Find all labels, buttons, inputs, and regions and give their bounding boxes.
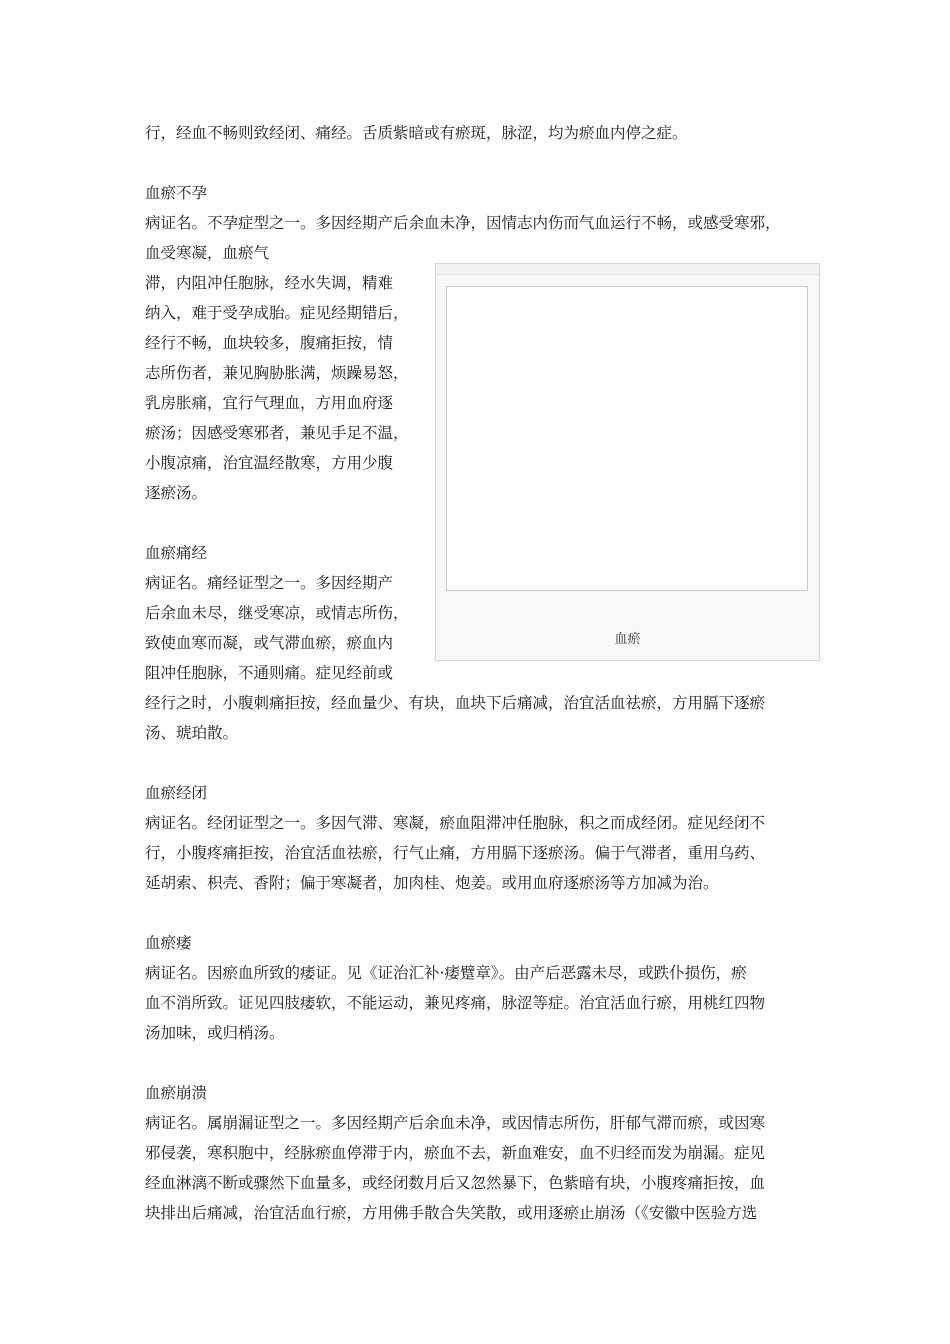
paragraph-gap	[145, 748, 810, 778]
entry-line: 病证名。不孕症型之一。多因经期产后余血未净，因情志内伤而气血运行不畅，或感受寒邪，	[145, 214, 781, 232]
entry-line: 致使血寒而凝，或气滞血瘀，瘀血内	[145, 634, 394, 652]
entry-line: 病证名。经闭证型之一。多因气滞、寒凝，瘀血阻滞冲任胞脉，积之而成经闭。症见经闭不	[145, 814, 766, 832]
entry-line: 血受寒凝，血瘀气	[145, 244, 270, 262]
entry-line: 汤、琥珀散。	[145, 724, 239, 742]
entry-title-xueyu-buyun: 血瘀不孕	[145, 184, 208, 202]
entry-title-xueyu-tongjing: 血瘀痛经	[145, 544, 208, 562]
entry-line: 滞，内阻冲任胞脉，经水失调，精难	[145, 274, 394, 292]
entry-line: 行，小腹疼痛拒按，治宜活血祛瘀，行气止痛，方用膈下逐瘀汤。偏于气滞者，重用乌药、	[145, 844, 766, 862]
entry-line: 延胡索、枳壳、香附；偏于寒凝者，加肉桂、炮姜。或用血府逐瘀汤等方加减为治。	[145, 874, 719, 892]
entry-title-xueyu-bengkui: 血瘀崩溃	[145, 1084, 208, 1102]
image-placeholder	[446, 286, 808, 591]
entry-line: 志所伤者，兼见胸胁胀满，烦躁易怒，	[145, 364, 409, 382]
entry-title-xueyu-jingbi: 血瘀经闭	[145, 784, 208, 802]
image-figure	[435, 263, 820, 661]
intro-line: 行，经血不畅则致经闭、痛经。舌质紫暗或有瘀斑，脉涩，均为瘀血内停之症。	[145, 124, 688, 142]
paragraph-gap	[145, 1048, 810, 1078]
entry-line: 汤加味，或归梢汤。	[145, 1024, 285, 1042]
paragraph-gap	[145, 898, 810, 928]
entry-line: 经行之时，小腹刺痛拒按，经血量少、有块，血块下后痛减，治宜活血祛瘀，方用膈下逐瘀	[145, 694, 766, 712]
entry-line: 病证名。因瘀血所致的痿证。见《证治汇补·痿躄章》。由产后恶露未尽，或跌仆损伤，瘀	[145, 964, 747, 982]
entry-line: 小腹凉痛，治宜温经散寒，方用少腹	[145, 454, 394, 472]
entry-line: 经血淋漓不断或骤然下血量多，或经闭数月后又忽然暴下，色紫暗有块，小腹疼痛拒按，血	[145, 1174, 766, 1192]
entry-title-xueyu-wei: 血瘀痿	[145, 934, 192, 952]
entry-line: 血不消所致。证见四肢痿软，不能运动，兼见疼痛，脉涩等症。治宜活血行瘀，用桃红四物	[145, 994, 766, 1012]
paragraph-gap	[145, 148, 810, 178]
entry-line: 邪侵袭，寒积胞中，经脉瘀血停滞于内，瘀血不去，新血难安，血不归经而发为崩漏。症见	[145, 1144, 766, 1162]
entry-line: 块排出后痛减，治宜活血行瘀，方用佛手散合失笑散，或用逐瘀止崩汤（《安徽中医验方选	[145, 1204, 758, 1222]
entry-line: 阻冲任胞脉，不通则痛。症见经前或	[145, 664, 394, 682]
figure-top-bar	[436, 264, 819, 275]
entry-line: 逐瘀汤。	[145, 484, 208, 502]
entry-line: 病证名。痛经证型之一。多因经期产	[145, 574, 394, 592]
figure-caption: 血瘀	[614, 632, 641, 647]
entry-line: 瘀汤；因感受寒邪者，兼见手足不温，	[145, 424, 409, 442]
entry-line: 乳房胀痛，宜行气理血，方用血府逐	[145, 394, 394, 412]
entry-line: 病证名。属崩漏证型之一。多因经期产后余血未净，或因情志所伤，肝郁气滞而瘀，或因寒	[145, 1114, 766, 1132]
entry-line: 后余血未尽，继受寒凉，或情志所伤，	[145, 604, 409, 622]
entry-line: 经行不畅，血块较多，腹痛拒按，情	[145, 334, 394, 352]
entry-line: 纳入，难于受孕成胎。症见经期错后，	[145, 304, 409, 322]
